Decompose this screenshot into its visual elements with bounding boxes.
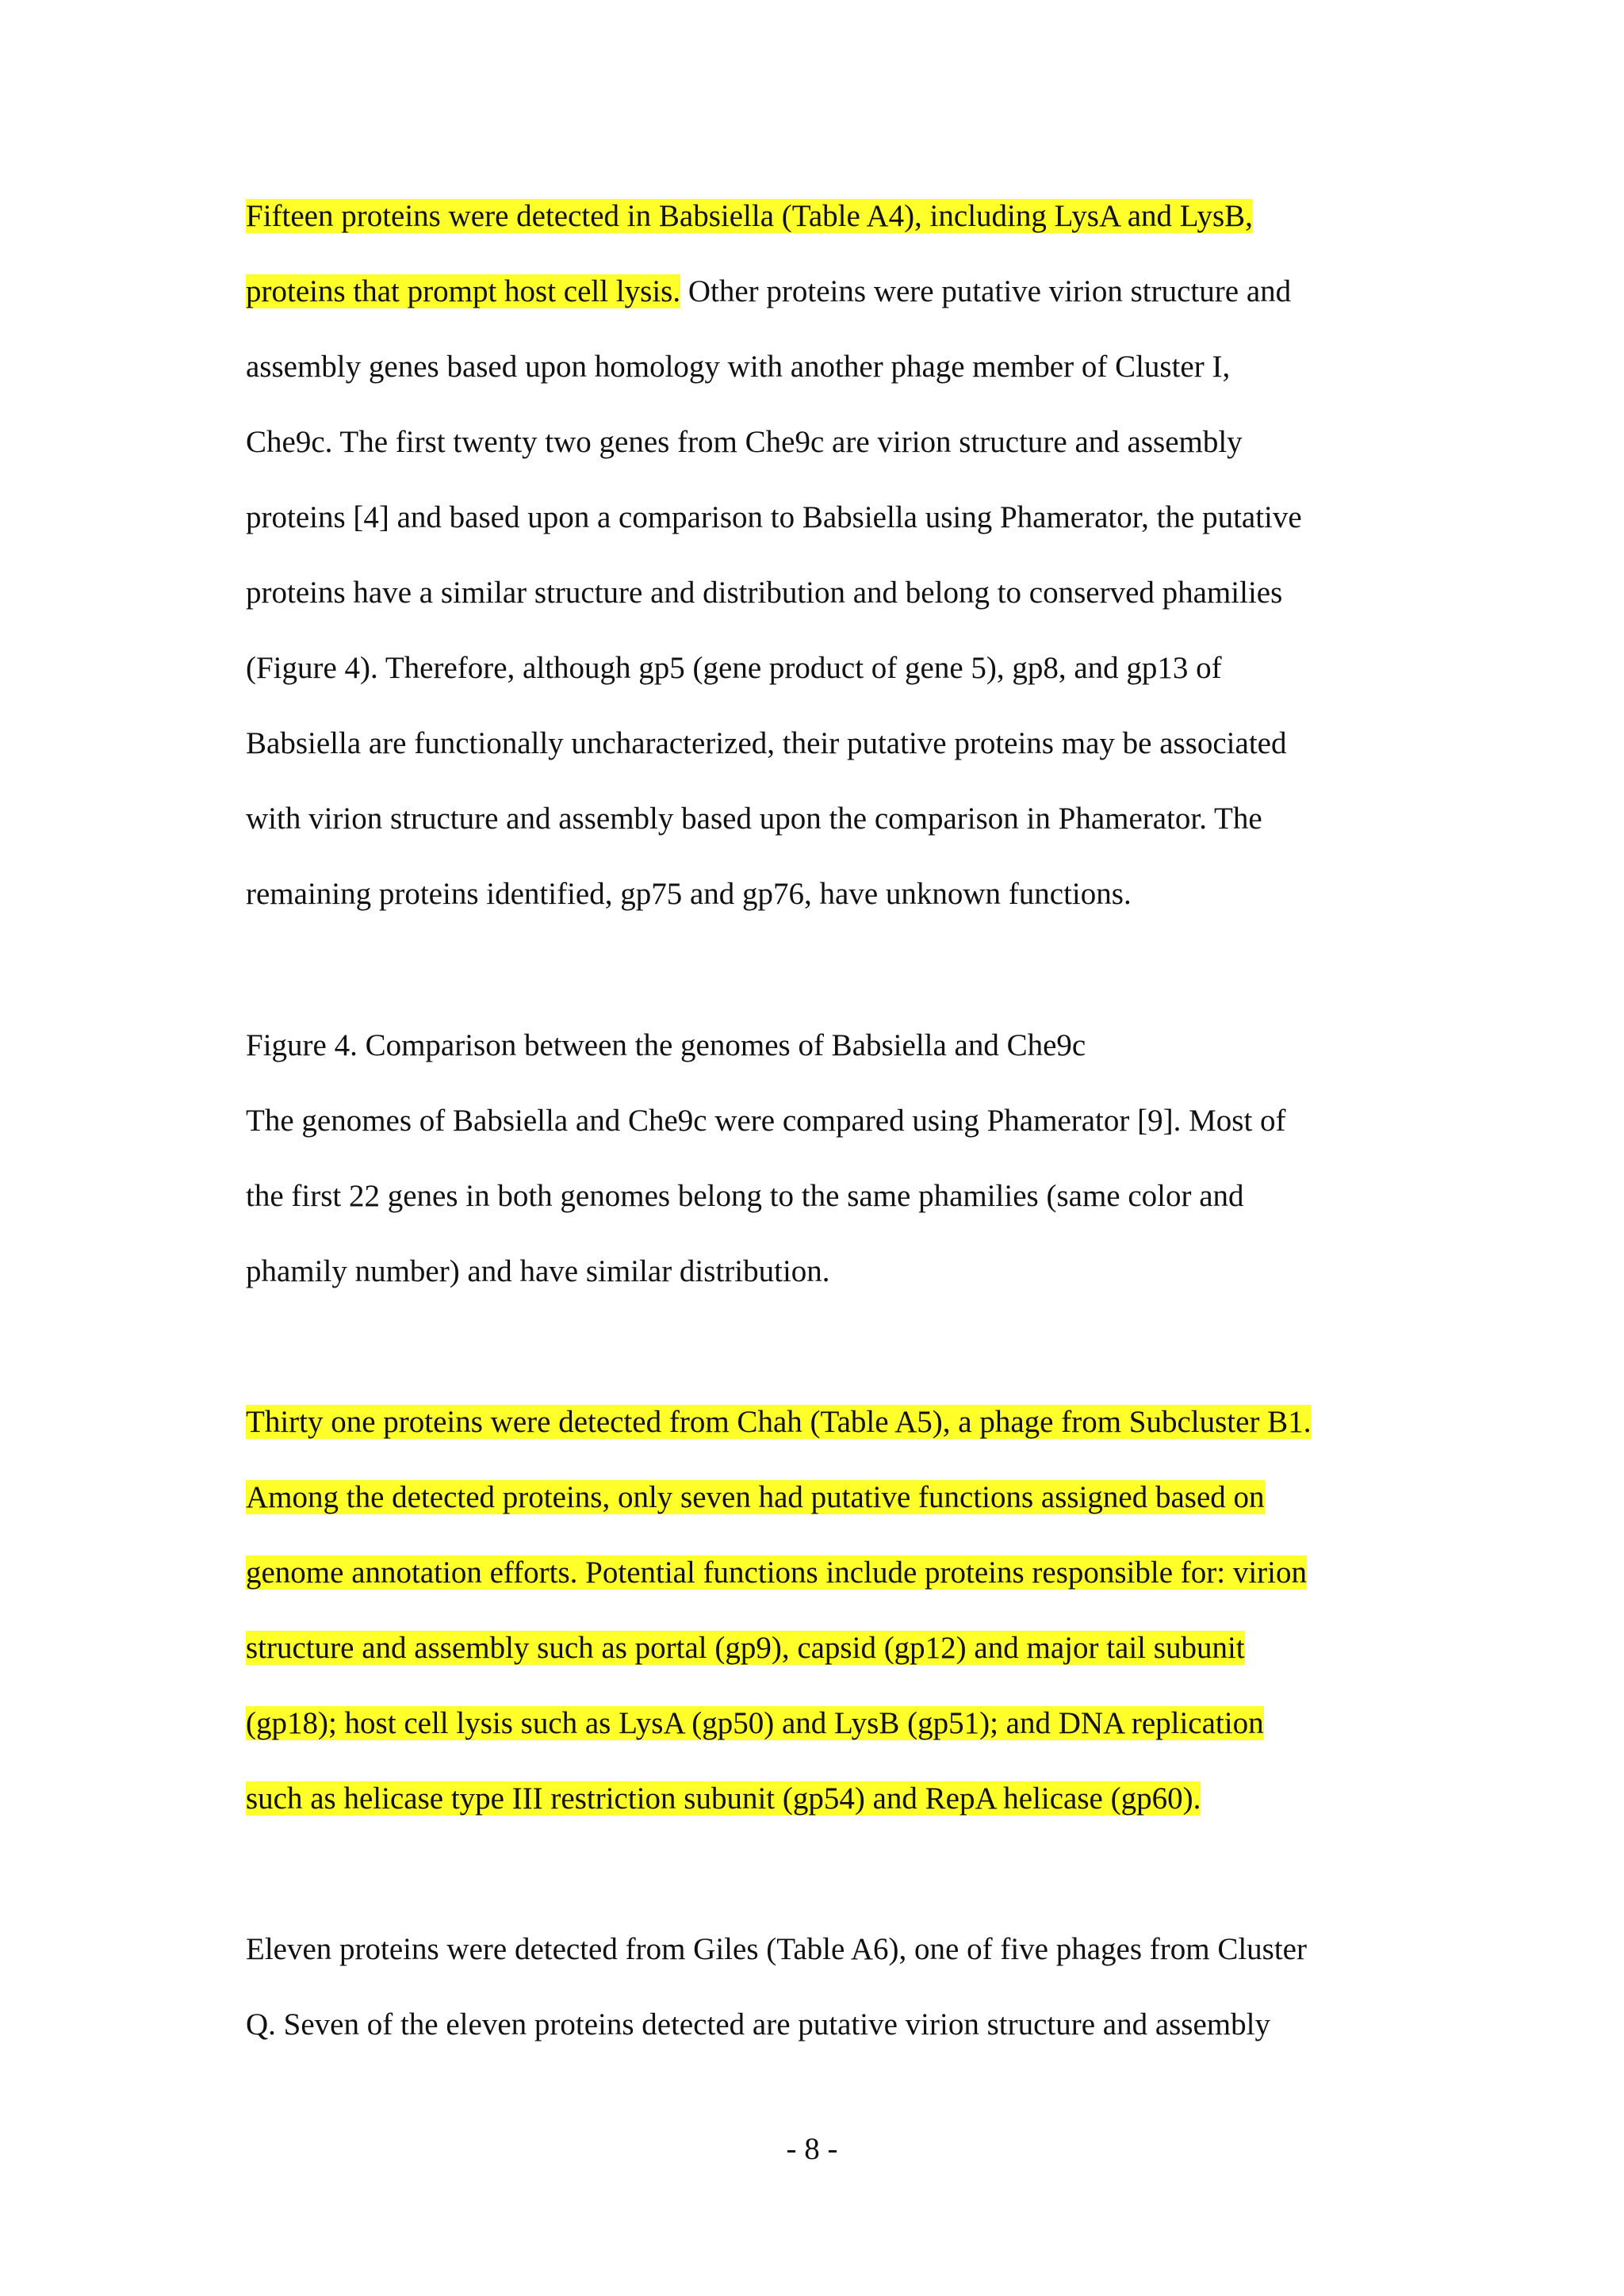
highlighted-text: Thirty one proteins were detected from Chah (Table A5), a phage from Subcluster B1. [246,1405,1312,1439]
text-line [246,719,1396,794]
line-text: the first 22 genes in both genomes belong to the same phamilies (same color and [246,1179,1244,1213]
text-line [246,493,1396,568]
line-text: with virion structure and assembly based upon the comparison in Phamerator. The [246,802,1262,836]
text-line [246,1624,1396,1699]
line-text: Babsiella are functionally uncharacterized, their putative proteins may be associated [246,726,1287,760]
paragraph-babsiella [246,192,1396,945]
text-line [246,418,1396,493]
highlighted-text: (gp18); host cell lysis such as LysA (gp50) and LysB (gp51); and DNA replication [246,1706,1264,1740]
text-line [246,1925,1396,2000]
text-line [246,342,1396,418]
text-line [246,267,1396,342]
paragraph-giles [246,1925,1396,2076]
line-text: The genomes of Babsiella and Che9c were compared using Phamerator [9]. Most of [246,1104,1286,1138]
line-text: Che9c. The first twenty two genes from Che9c are virion structure and assembly [246,425,1243,459]
highlighted-text: genome annotation efforts. Potential functions include proteins responsible for: virion [246,1556,1307,1590]
highlighted-text: structure and assembly such as portal (gp9), capsid (gp12) and major tail subunit [246,1631,1245,1665]
text-line [246,1172,1396,1247]
highlighted-text: Among the detected proteins, only seven had putative functions assigned based on [246,1480,1265,1514]
text-line [246,1699,1396,1774]
highlighted-text: such as helicase type III restriction subunit (gp54) and RepA helicase (gp60). [246,1781,1201,1816]
paragraph-chah [246,1398,1396,1850]
highlighted-text: Fifteen proteins were detected in Babsiella (Table A4), including LysA and LysB, [246,199,1253,233]
text-line [246,1473,1396,1548]
text-line [246,568,1396,644]
line-text: (Figure 4). Therefore, although gp5 (gene product of gene 5), gp8, and gp13 of [246,651,1222,685]
text-line [246,1247,1396,1322]
figure-caption [246,1021,1396,1322]
text-line [246,870,1396,945]
line-text: Other proteins were putative virion structure and [680,274,1292,308]
line-text: Eleven proteins were detected from Giles (Table A6), one of five phages from Cluster [246,1932,1307,1966]
line-text: phamily number) and have similar distribution. [246,1254,830,1288]
text-line [246,1548,1396,1624]
line-text: remaining proteins identified, gp75 and gp76, have unknown functions. [246,877,1132,911]
text-line [246,192,1396,267]
text-line [246,794,1396,870]
text-line [246,1774,1396,1850]
line-text: Figure 4. Comparison between the genomes of Babsiella and Che9c [246,1028,1086,1062]
text-line [246,1096,1396,1172]
text-line [246,644,1396,719]
page-number: - 8 - [786,2132,838,2166]
line-text: assembly genes based upon homology with another phage member of Cluster I, [246,350,1231,384]
line-text: proteins have a similar structure and distribution and belong to conserved phamilies [246,576,1283,610]
line-text: proteins [4] and based upon a comparison to Babsiella using Phamerator, the putative [246,500,1302,534]
line-text: Q. Seven of the eleven proteins detected are putative virion structure and assembly [246,2007,1270,2042]
highlighted-text: proteins that prompt host cell lysis. [246,274,681,308]
text-line [246,2000,1396,2076]
figure-caption-title [246,1021,1396,1096]
text-line [246,1398,1396,1473]
